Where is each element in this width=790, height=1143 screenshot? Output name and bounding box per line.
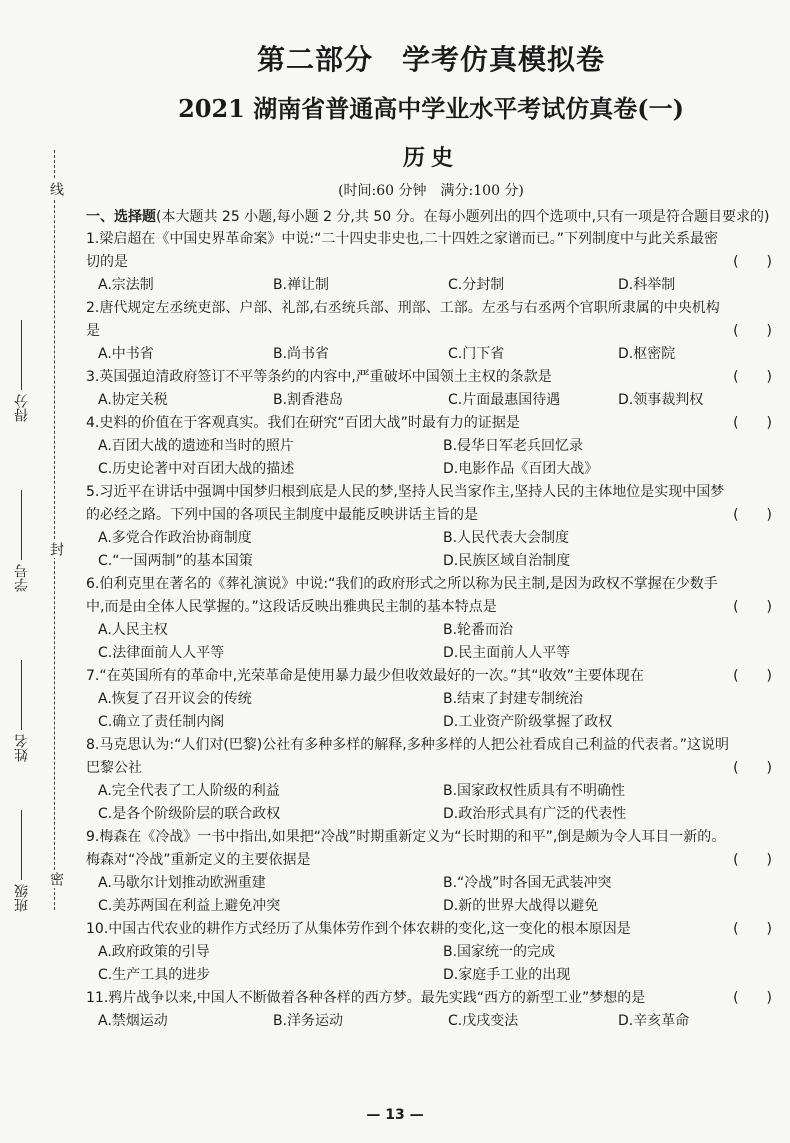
option-list xyxy=(86,343,776,366)
option-B[interactable]: B.禅让制 xyxy=(273,277,330,293)
question-4 xyxy=(86,412,776,481)
option-A[interactable]: A.协定关税 xyxy=(98,392,168,408)
option-D[interactable]: D.政治形式具有广泛的代表性 xyxy=(443,806,627,822)
name-underline xyxy=(21,660,23,730)
name-label: 姓名 xyxy=(14,734,30,762)
score-field[interactable] xyxy=(12,320,32,422)
option-A[interactable]: A.多党合作政治协商制度 xyxy=(98,530,252,546)
answer-blank[interactable]: ( ) xyxy=(733,415,772,431)
answer-blank[interactable]: ( ) xyxy=(733,921,772,937)
question-stem xyxy=(86,228,776,274)
question-stem-text: 7.“在英国所有的革命中,光荣革命是使用暴力最少但收效最好的一次。”其“收效”主要体现在 xyxy=(86,668,644,684)
question-6 xyxy=(86,573,776,665)
question-stem-text: 6.伯利克里在著名的《葬礼演说》中说:“我们的政府形式之所以称为民主制,是因为政权不掌握在少数手中,而是由全体人民掌握的。”这段话反映出雅典民主制的基本特点是 xyxy=(86,576,718,615)
option-list xyxy=(86,274,776,297)
question-10 xyxy=(86,918,776,987)
question-stem xyxy=(86,573,776,619)
question-stem xyxy=(86,412,776,435)
question-stem-text: 11.鸦片战争以来,中国人不断做着各种各样的西方梦。最先实践“西方的新型工业”梦想的是 xyxy=(86,990,646,1006)
option-A[interactable]: A.恢复了召开议会的传统 xyxy=(98,691,252,707)
exam-title: 2021 湖南省普通高中学业水平考试仿真卷(一) xyxy=(178,94,684,123)
option-D[interactable]: D.领事裁判权 xyxy=(618,392,704,408)
question-stem xyxy=(86,734,776,780)
option-list xyxy=(86,527,776,573)
answer-blank[interactable]: ( ) xyxy=(733,369,772,385)
option-B[interactable]: B.国家政权性质具有不明确性 xyxy=(443,783,626,799)
option-C[interactable]: C.历史论著中对百团大战的描述 xyxy=(98,461,295,477)
time-info: (时间:60 分钟 满分:100 分) xyxy=(338,183,524,199)
option-D[interactable]: D.新的世界大战得以避免 xyxy=(443,898,599,914)
option-D[interactable]: D.家庭手工业的出现 xyxy=(443,967,571,983)
question-stem xyxy=(86,987,776,1010)
name-field[interactable] xyxy=(12,660,32,762)
binding-mark-secret: 密 xyxy=(48,872,64,886)
question-2 xyxy=(86,297,776,366)
binding-margin xyxy=(0,150,72,940)
question-stem xyxy=(86,297,776,343)
question-stem xyxy=(86,918,776,941)
option-C[interactable]: C.法律面前人人平等 xyxy=(98,645,225,661)
option-D[interactable]: D.辛亥革命 xyxy=(618,1013,690,1029)
option-A[interactable]: A.完全代表了工人阶级的利益 xyxy=(98,783,280,799)
option-C[interactable]: C.美苏两国在利益上避免冲突 xyxy=(98,898,281,914)
binding-mark-line: 线 xyxy=(48,182,64,196)
question-stem xyxy=(86,481,776,527)
option-C[interactable]: C.片面最惠国待遇 xyxy=(448,392,561,408)
question-11 xyxy=(86,987,776,1033)
question-stem xyxy=(86,366,776,389)
question-stem-text: 1.梁启超在《中国史界革命案》中说:“二十四史非史也,二十四姓之家谱而已。”下列制度中与此关系最密切的是 xyxy=(86,231,719,270)
option-C[interactable]: C.门下省 xyxy=(448,346,505,362)
question-3 xyxy=(86,366,776,412)
option-B[interactable]: B.“冷战”时各国无武装冲突 xyxy=(443,875,612,891)
exam-content xyxy=(86,40,776,1033)
option-C[interactable]: C.分封制 xyxy=(448,277,505,293)
option-B[interactable]: B.国家统一的完成 xyxy=(443,944,556,960)
option-list xyxy=(86,941,776,987)
option-C[interactable]: C.是各个阶级阶层的联合政权 xyxy=(98,806,281,822)
option-B[interactable]: B.结束了封建专制统治 xyxy=(443,691,584,707)
class-underline xyxy=(21,810,23,880)
question-list xyxy=(86,228,776,1033)
option-D[interactable]: D.科举制 xyxy=(618,277,676,293)
student-id-underline xyxy=(21,490,23,560)
class-field[interactable] xyxy=(12,810,32,912)
option-list xyxy=(86,780,776,826)
option-A[interactable]: A.禁烟运动 xyxy=(98,1013,168,1029)
subject-title: 历史 xyxy=(402,146,459,171)
question-stem xyxy=(86,826,776,872)
section-instruction-text: (本大题共 25 小题,每小题 2 分,共 50 分。在每小题列出的四个选项中,只有一项是符合题目要求的) xyxy=(156,209,770,225)
question-stem-text: 5.习近平在讲话中强调中国梦归根到底是人民的梦,坚持人民当家作主,坚持人民的主体地位是实现中国梦的必经之路。下列中国的各项民主制度中最能反映讲话主旨的是 xyxy=(86,484,725,523)
question-stem-text: 8.马克思认为:“人们对(巴黎)公社有多种多样的解释,多种多样的人把公社看成自己利益的代表者。”这说明巴黎公社 xyxy=(86,737,729,776)
option-D[interactable]: D.民族区域自治制度 xyxy=(443,553,571,569)
option-B[interactable]: B.侵华日军老兵回忆录 xyxy=(443,438,584,454)
question-stem-text: 10.中国古代农业的耕作方式经历了从集体劳作到个体农耕的变化,这一变化的根本原因是 xyxy=(86,921,631,937)
question-5 xyxy=(86,481,776,573)
score-underline xyxy=(21,320,23,390)
option-D[interactable]: D.电影作品《百团大战》 xyxy=(443,461,599,477)
answer-blank[interactable]: ( ) xyxy=(733,990,772,1006)
option-B[interactable]: B.尚书省 xyxy=(273,346,330,362)
question-8 xyxy=(86,734,776,826)
option-A[interactable]: A.人民主权 xyxy=(98,622,168,638)
option-list xyxy=(86,619,776,665)
option-B[interactable]: B.割香港岛 xyxy=(273,392,344,408)
binding-mark-seal: 封 xyxy=(48,542,64,556)
option-D[interactable]: D.工业资产阶级掌握了政权 xyxy=(443,714,613,730)
question-stem-text: 3.英国强迫清政府签订不平等条约的内容中,严重破坏中国领土主权的条款是 xyxy=(86,369,552,385)
answer-blank[interactable]: ( ) xyxy=(733,323,772,339)
option-D[interactable]: D.民主面前人人平等 xyxy=(443,645,571,661)
question-stem-text: 4.史料的价值在于客观真实。我们在研究“百团大战”时最有力的证据是 xyxy=(86,415,520,431)
class-label: 班级 xyxy=(14,884,30,912)
answer-blank[interactable]: ( ) xyxy=(733,760,772,776)
binding-dashed-line xyxy=(54,150,55,910)
option-A[interactable]: A.宗法制 xyxy=(98,277,154,293)
option-list xyxy=(86,1010,776,1033)
option-C[interactable]: C.生产工具的进步 xyxy=(98,967,211,983)
option-C[interactable]: C.戊戌变法 xyxy=(448,1013,519,1029)
page-number: — 13 — xyxy=(366,1107,424,1123)
answer-blank[interactable]: ( ) xyxy=(733,254,772,270)
section-instruction xyxy=(86,206,776,228)
section-title: 一、选择题 xyxy=(86,209,156,225)
answer-blank[interactable]: ( ) xyxy=(733,507,772,523)
option-A[interactable]: A.政府政策的引导 xyxy=(98,944,210,960)
question-stem-text: 9.梅森在《冷战》一书中指出,如果把“冷战”时期重新定义为“长时期的和平”,倒是颇为令人耳目一新的。梅森对“冷战”重新定义的主要依据是 xyxy=(86,829,726,868)
question-stem xyxy=(86,665,776,688)
part-title: 第二部分 学考仿真模拟卷 xyxy=(256,43,605,76)
option-C[interactable]: C.“一国两制”的基本国策 xyxy=(98,553,253,569)
option-B[interactable]: B.洋务运动 xyxy=(273,1013,344,1029)
question-7 xyxy=(86,665,776,734)
student-id-field[interactable] xyxy=(12,490,32,592)
option-list xyxy=(86,435,776,481)
option-list xyxy=(86,688,776,734)
option-A[interactable]: A.马歇尔计划推动欧洲重建 xyxy=(98,875,266,891)
option-list xyxy=(86,872,776,918)
question-stem-text: 2.唐代规定左丞统吏部、户部、礼部,右丞统兵部、刑部、工部。左丞与右丞两个官职所隶属的中央机构是 xyxy=(86,300,720,339)
option-A[interactable]: A.中书省 xyxy=(98,346,154,362)
option-C[interactable]: C.确立了责任制内阁 xyxy=(98,714,225,730)
student-id-label: 学号 xyxy=(14,564,30,592)
answer-blank[interactable]: ( ) xyxy=(733,668,772,684)
option-list xyxy=(86,389,776,412)
option-B[interactable]: B.轮番而治 xyxy=(443,622,514,638)
option-A[interactable]: A.百团大战的遗迹和当时的照片 xyxy=(98,438,294,454)
option-D[interactable]: D.枢密院 xyxy=(618,346,676,362)
option-B[interactable]: B.人民代表大会制度 xyxy=(443,530,570,546)
question-9 xyxy=(86,826,776,918)
answer-blank[interactable]: ( ) xyxy=(733,852,772,868)
question-1 xyxy=(86,228,776,297)
answer-blank[interactable]: ( ) xyxy=(733,599,772,615)
score-label: 得分 xyxy=(14,394,30,422)
